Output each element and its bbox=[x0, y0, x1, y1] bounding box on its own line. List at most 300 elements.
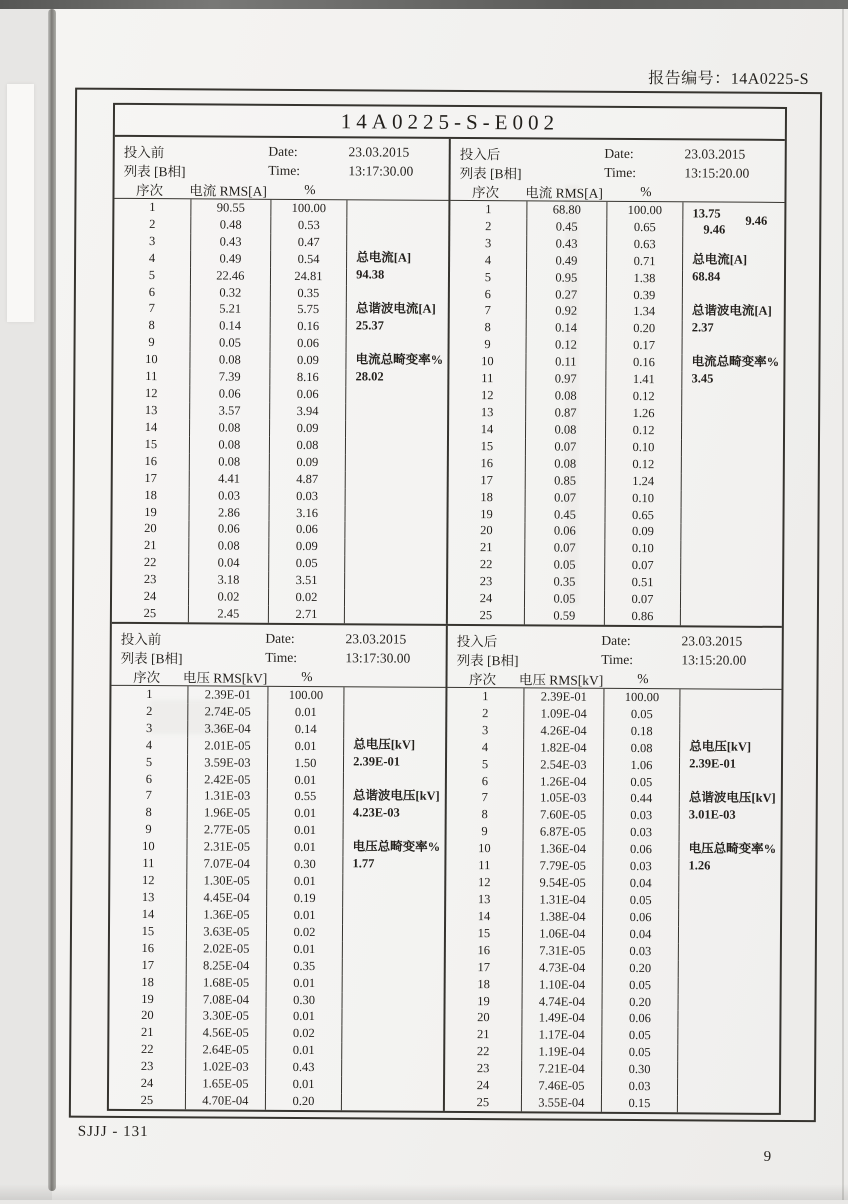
table-cell: 24.81 bbox=[271, 267, 347, 284]
summary-value: 3.45 bbox=[691, 371, 714, 386]
table-cell: 13 bbox=[110, 889, 187, 906]
table-cell: 6 bbox=[114, 283, 191, 300]
table-cell: 3 bbox=[114, 233, 191, 250]
summary-value: 28.02 bbox=[355, 369, 384, 384]
summary-column bbox=[681, 202, 784, 626]
table-cell: 1.50 bbox=[268, 754, 344, 771]
table-cell: 0.30 bbox=[267, 856, 343, 873]
list-label: 列表 [B相] bbox=[123, 163, 186, 180]
table-cell: 4 bbox=[447, 739, 524, 756]
table-cell: 0.05 bbox=[190, 335, 270, 352]
table-cell: 0.09 bbox=[269, 538, 345, 555]
table-cell: 0.04 bbox=[189, 555, 269, 572]
table-cell: 0.04 bbox=[603, 875, 679, 892]
table-cell: 1 bbox=[447, 688, 524, 705]
table-cell: 3.51 bbox=[269, 572, 345, 589]
table-cell: 0.48 bbox=[191, 216, 271, 233]
table-cell: 0.05 bbox=[602, 1027, 678, 1044]
table-cell: 2.71 bbox=[269, 606, 345, 623]
column-headers bbox=[111, 666, 445, 688]
table-cell: 0.05 bbox=[269, 555, 345, 572]
table-cell: 0.10 bbox=[605, 489, 681, 506]
annotation-value: 9.46 bbox=[703, 222, 726, 237]
table-cell: 21 bbox=[109, 1024, 186, 1041]
table-cell: 4.26E-04 bbox=[524, 722, 604, 739]
panel-body bbox=[112, 199, 449, 624]
table-cell: 3.18 bbox=[189, 572, 269, 589]
table-cell: 22 bbox=[445, 1043, 522, 1060]
table-cell: 0.19 bbox=[267, 890, 343, 907]
table-cell: 0.03 bbox=[603, 943, 679, 960]
table-cell: 1.05E-03 bbox=[524, 790, 604, 807]
table-cell: 1.26 bbox=[606, 405, 682, 422]
summary-total bbox=[353, 736, 415, 770]
table-cell: 0.16 bbox=[271, 318, 347, 335]
table-cell: 0.35 bbox=[271, 284, 347, 301]
table-cell: 19 bbox=[110, 990, 187, 1007]
table-cell: 2.74E-05 bbox=[188, 703, 268, 720]
table-cell: 8 bbox=[450, 319, 527, 336]
table-cell: 15 bbox=[110, 923, 187, 940]
table-cell: 2.01E-05 bbox=[188, 737, 268, 754]
header-line bbox=[448, 649, 782, 670]
table-cell: 0.01 bbox=[268, 738, 344, 755]
table-cell: 0.08 bbox=[526, 455, 606, 472]
table-cell: 17 bbox=[449, 472, 526, 489]
table-cell: 0.03 bbox=[603, 824, 679, 841]
table-cell: 20 bbox=[109, 1007, 186, 1024]
data-rows bbox=[109, 686, 345, 1110]
table-cell: 1.31E-03 bbox=[188, 788, 268, 805]
report-number bbox=[648, 65, 809, 89]
panel-header bbox=[450, 139, 784, 203]
table-cell: 17 bbox=[113, 470, 190, 487]
summary-thd bbox=[691, 353, 779, 388]
col-header-rms: 电压 RMS[kV] bbox=[182, 670, 268, 686]
summary-column bbox=[342, 687, 445, 1111]
summary-thd bbox=[352, 838, 440, 873]
table-cell: 19 bbox=[448, 505, 525, 522]
summary-harmonic bbox=[353, 787, 440, 822]
col-header-empty bbox=[681, 679, 781, 680]
summary-value: 1.77 bbox=[352, 856, 375, 871]
summary-column bbox=[678, 689, 781, 1113]
table-cell: 1.31E-04 bbox=[523, 891, 603, 908]
table-cell: 0.20 bbox=[266, 1093, 342, 1110]
table-cell: 16 bbox=[446, 942, 523, 959]
panel-current-after bbox=[446, 139, 785, 626]
table-cell: 0.05 bbox=[602, 1044, 678, 1061]
table-cell: 3.30E-05 bbox=[186, 1008, 266, 1025]
data-rows bbox=[112, 199, 348, 623]
summary-value: 68.84 bbox=[692, 269, 721, 284]
table-cell: 9 bbox=[447, 823, 524, 840]
table-cell: 7.31E-05 bbox=[523, 942, 603, 959]
table-cell: 14 bbox=[446, 908, 523, 925]
table-cell: 2.39E-01 bbox=[524, 688, 604, 705]
table-cell: 6 bbox=[111, 770, 188, 787]
table-cell: 1.34 bbox=[607, 303, 683, 320]
col-header-rms: 电流 RMS[A] bbox=[189, 183, 267, 199]
panel-header bbox=[114, 137, 448, 201]
table-cell: 0.01 bbox=[267, 907, 343, 924]
table-cell: 9 bbox=[111, 821, 188, 838]
table-cell: 0.04 bbox=[603, 926, 679, 943]
summary-total bbox=[692, 251, 747, 285]
table-cell: 0.01 bbox=[267, 822, 343, 839]
summary-label: 电流总畸变率% bbox=[355, 352, 444, 367]
table-cell: 0.08 bbox=[189, 538, 269, 555]
table-cell: 4.74E-04 bbox=[522, 993, 602, 1010]
table-cell: 7.39 bbox=[190, 368, 270, 385]
table-cell: 1.38 bbox=[607, 270, 683, 287]
table-cell: 1.30E-05 bbox=[187, 872, 267, 889]
table-cell: 1.02E-03 bbox=[186, 1059, 266, 1076]
table-cell: 3.63E-05 bbox=[187, 923, 267, 940]
table-cell: 0.12 bbox=[526, 337, 606, 354]
table-cell: 11 bbox=[449, 370, 526, 387]
table-cell: 0.85 bbox=[526, 472, 606, 489]
table-cell: 1.09E-04 bbox=[524, 705, 604, 722]
table-cell: 0.06 bbox=[603, 841, 679, 858]
table-cell: 0.01 bbox=[267, 873, 343, 890]
date-label: Date: bbox=[268, 143, 298, 159]
table-cell: 1.19E-04 bbox=[522, 1044, 602, 1061]
table-cell: 10 bbox=[446, 840, 523, 857]
table-cell: 0.54 bbox=[271, 251, 347, 268]
table-cell: 7.79E-05 bbox=[523, 858, 603, 875]
table-cell: 0.65 bbox=[607, 219, 683, 236]
table-cell: 25 bbox=[445, 1094, 522, 1111]
table-cell: 0.06 bbox=[525, 523, 605, 540]
table-cell: 1.10E-04 bbox=[523, 976, 603, 993]
table-cell: 0.06 bbox=[270, 335, 346, 352]
table-cell: 100.00 bbox=[607, 202, 683, 219]
table-cell: 1.96E-05 bbox=[188, 805, 268, 822]
col-header-pct: % bbox=[640, 184, 652, 200]
table-cell: 0.08 bbox=[526, 421, 606, 438]
table-cell: 21 bbox=[448, 539, 525, 556]
summary-label: 总谐波电流[A] bbox=[355, 301, 436, 316]
date-label: Date: bbox=[604, 145, 634, 162]
summary-label: 电压总畸变率% bbox=[688, 841, 777, 856]
table-cell: 14 bbox=[449, 421, 526, 438]
summary-harmonic bbox=[689, 789, 776, 824]
table-cell: 0.05 bbox=[525, 557, 605, 574]
summary-label: 总电压[kV] bbox=[689, 739, 752, 754]
table-cell: 25 bbox=[112, 605, 189, 622]
table-cell: 0.14 bbox=[268, 721, 344, 738]
summary-value: 2.39E-01 bbox=[689, 756, 737, 771]
table-cell: 0.95 bbox=[527, 269, 607, 286]
col-header-seq: 序次 bbox=[136, 182, 164, 199]
table-cell: 3.36E-04 bbox=[188, 720, 268, 737]
table-cell: 0.05 bbox=[604, 706, 680, 723]
table-cell: 16 bbox=[113, 453, 190, 470]
table-cell: 100.00 bbox=[604, 689, 680, 706]
state-label: 投入后 bbox=[459, 146, 501, 163]
table-cell: 0.47 bbox=[271, 234, 347, 251]
column-headers bbox=[114, 179, 448, 201]
table-cell: 7.21E-04 bbox=[522, 1061, 602, 1078]
table-cell: 21 bbox=[112, 537, 189, 554]
table-cell: 0.02 bbox=[189, 588, 269, 605]
state-label: 投入前 bbox=[120, 631, 162, 648]
table-cell: 0.05 bbox=[602, 976, 678, 993]
table-cell: 10 bbox=[449, 353, 526, 370]
table-cell: 9.54E-05 bbox=[523, 874, 603, 891]
date-label: Date: bbox=[265, 630, 295, 646]
table-cell: 7.07E-04 bbox=[187, 855, 267, 872]
table-cell: 16 bbox=[449, 455, 526, 472]
table-cell: 0.97 bbox=[526, 371, 606, 388]
table-cell: 0.63 bbox=[607, 236, 683, 253]
header-line bbox=[451, 162, 785, 183]
date-value: 23.03.2015 bbox=[684, 146, 746, 162]
table-cell: 0.03 bbox=[269, 487, 345, 504]
report-number-label: 报告编号： bbox=[648, 70, 731, 88]
table-cell: 7 bbox=[447, 789, 524, 806]
table-cell: 0.87 bbox=[526, 404, 606, 421]
table-cell: 13 bbox=[113, 402, 190, 419]
col-header-seq: 序次 bbox=[472, 185, 500, 201]
table-cell: 0.06 bbox=[602, 1010, 678, 1027]
table-cell: 5.75 bbox=[271, 301, 347, 318]
table-cell: 1.65E-05 bbox=[186, 1075, 266, 1092]
summary-label: 总谐波电压[kV] bbox=[688, 790, 776, 805]
table-cell: 18 bbox=[113, 486, 190, 503]
table-cell: 3 bbox=[447, 722, 524, 739]
panel-voltage-after bbox=[443, 626, 782, 1113]
table-cell: 0.12 bbox=[606, 456, 682, 473]
table-cell: 0.14 bbox=[527, 320, 607, 337]
table-cell: 0.43 bbox=[191, 233, 271, 250]
table-cell: 8.16 bbox=[270, 369, 346, 386]
table-cell: 0.45 bbox=[527, 218, 607, 235]
current-table-section bbox=[112, 137, 785, 628]
table-cell: 0.02 bbox=[267, 924, 343, 941]
table-cell: 12 bbox=[449, 387, 526, 404]
table-cell: 4.56E-05 bbox=[186, 1025, 266, 1042]
column-headers bbox=[450, 181, 784, 203]
table-cell: 16 bbox=[110, 940, 187, 957]
table-cell: 1 bbox=[450, 201, 527, 218]
table-cell: 22.46 bbox=[191, 267, 271, 284]
summary-thd bbox=[355, 351, 443, 386]
time-value: 13:15:20.00 bbox=[684, 165, 750, 181]
table-cell: 20 bbox=[445, 1009, 522, 1026]
table-cell: 2.31E-05 bbox=[187, 839, 267, 856]
table-cell: 3.94 bbox=[270, 403, 346, 420]
table-cell: 3 bbox=[111, 720, 188, 737]
table-cell: 0.86 bbox=[605, 608, 681, 625]
table-cell: 100.00 bbox=[268, 687, 344, 704]
table-cell: 24 bbox=[112, 588, 189, 605]
form-code: SJJJ - 131 bbox=[77, 1123, 149, 1141]
table-cell: 0.06 bbox=[269, 521, 345, 538]
data-rows bbox=[448, 201, 684, 625]
table-cell: 0.30 bbox=[602, 1061, 678, 1078]
col-header-pct: % bbox=[301, 668, 313, 685]
col-header-seq: 序次 bbox=[469, 672, 497, 688]
summary-label: 总电流[A] bbox=[692, 252, 748, 267]
annotation-value: 9.46 bbox=[745, 213, 768, 228]
table-cell: 0.09 bbox=[605, 523, 681, 540]
table-cell: 5 bbox=[111, 754, 188, 771]
table-cell: 0.03 bbox=[604, 807, 680, 824]
panel-current-before bbox=[112, 137, 449, 624]
table-cell: 0.01 bbox=[266, 1008, 342, 1025]
summary-value: 1.26 bbox=[688, 858, 711, 873]
state-label: 投入后 bbox=[456, 633, 498, 650]
table-cell: 22 bbox=[448, 556, 525, 573]
table-cell: 11 bbox=[113, 368, 190, 385]
table-cell: 5 bbox=[447, 756, 524, 773]
col-header-pct: % bbox=[637, 671, 649, 687]
table-cell: 1.36E-05 bbox=[187, 906, 267, 923]
table-cell: 20 bbox=[112, 520, 189, 537]
table-cell: 12 bbox=[446, 874, 523, 891]
table-cell: 0.20 bbox=[606, 320, 682, 337]
voltage-table-section bbox=[109, 624, 782, 1113]
table-cell: 3 bbox=[450, 235, 527, 252]
table-cell: 0.35 bbox=[525, 574, 605, 591]
table-cell: 11 bbox=[110, 855, 187, 872]
table-cell: 0.05 bbox=[603, 892, 679, 909]
table-cell: 23 bbox=[109, 1058, 186, 1075]
table-cell: 2.39E-01 bbox=[188, 686, 268, 703]
table-cell: 0.45 bbox=[525, 506, 605, 523]
table-cell: 14 bbox=[110, 906, 187, 923]
table-cell: 2.45 bbox=[189, 605, 269, 622]
table-cell: 0.43 bbox=[266, 1059, 342, 1076]
table-cell: 2 bbox=[114, 216, 191, 233]
table-cell: 0.35 bbox=[267, 958, 343, 975]
table-cell: 7 bbox=[111, 787, 188, 804]
table-cell: 0.16 bbox=[606, 354, 682, 371]
table-cell: 90.55 bbox=[191, 199, 271, 216]
table-cell: 100.00 bbox=[271, 200, 347, 217]
summary-value: 25.37 bbox=[355, 318, 384, 333]
table-cell: 0.03 bbox=[190, 487, 270, 504]
table-cell: 19 bbox=[446, 992, 523, 1009]
table-cell: 0.12 bbox=[606, 388, 682, 405]
summary-label: 总电流[A] bbox=[356, 250, 412, 265]
table-cell: 7 bbox=[450, 302, 527, 319]
col-header-empty bbox=[348, 190, 448, 191]
table-cell: 7.46E-05 bbox=[522, 1078, 602, 1095]
table-cell: 0.10 bbox=[606, 439, 682, 456]
table-cell: 6.87E-05 bbox=[523, 824, 603, 841]
table-cell: 24 bbox=[448, 590, 525, 607]
date-label: Date: bbox=[601, 632, 631, 649]
summary-label: 总电压[kV] bbox=[353, 737, 416, 752]
table-cell: 0.09 bbox=[270, 352, 346, 369]
summary-harmonic bbox=[692, 302, 772, 336]
summary-value: 4.23E-03 bbox=[352, 805, 400, 820]
table-cell: 6 bbox=[450, 285, 527, 302]
table-cell: 2 bbox=[450, 218, 527, 235]
page-number: 9 bbox=[763, 1148, 772, 1165]
table-cell: 0.06 bbox=[189, 521, 269, 538]
date-value: 23.03.2015 bbox=[348, 144, 410, 160]
table-cell: 1.68E-05 bbox=[187, 974, 267, 991]
table-cell: 7.60E-05 bbox=[524, 807, 604, 824]
summary-total bbox=[356, 249, 411, 283]
table-cell: 1.49E-04 bbox=[522, 1010, 602, 1027]
col-header-rms: 电压 RMS[kV] bbox=[518, 672, 604, 688]
table-cell: 0.05 bbox=[604, 773, 680, 790]
table-cell: 0.12 bbox=[606, 422, 682, 439]
header-line bbox=[112, 628, 446, 649]
table-cell: 0.03 bbox=[603, 858, 679, 875]
table-cell: 0.08 bbox=[526, 387, 606, 404]
table-cell: 17 bbox=[446, 959, 523, 976]
table-cell: 0.09 bbox=[270, 420, 346, 437]
table-cell: 3.16 bbox=[269, 504, 345, 521]
column-headers bbox=[447, 668, 781, 690]
table-cell: 24 bbox=[445, 1077, 522, 1094]
table-cell: 0.06 bbox=[190, 385, 270, 402]
table-cell: 0.08 bbox=[190, 352, 270, 369]
data-rows bbox=[445, 688, 681, 1112]
col-header-pct: % bbox=[304, 182, 316, 198]
summary-total bbox=[689, 738, 751, 772]
time-label: Time: bbox=[268, 162, 301, 178]
table-cell: 1.24 bbox=[606, 473, 682, 490]
table-cell: 0.02 bbox=[269, 589, 345, 606]
table-cell: 5 bbox=[450, 269, 527, 286]
table-cell: 19 bbox=[112, 503, 189, 520]
time-value: 13:17:30.00 bbox=[345, 650, 411, 666]
table-cell: 0.43 bbox=[527, 235, 607, 252]
table-cell: 0.08 bbox=[190, 453, 270, 470]
table-cell: 0.07 bbox=[525, 540, 605, 557]
summary-thd bbox=[688, 840, 776, 875]
table-cell: 0.17 bbox=[606, 337, 682, 354]
table-cell: 0.07 bbox=[526, 438, 606, 455]
table-cell: 0.09 bbox=[270, 454, 346, 471]
table-cell: 2.02E-05 bbox=[187, 940, 267, 957]
panel-header bbox=[111, 624, 445, 688]
col-header-rms: 电流 RMS[A] bbox=[525, 185, 603, 201]
summary-label: 电流总畸变率% bbox=[691, 354, 780, 369]
table-cell: 68.80 bbox=[527, 201, 607, 218]
table-cell: 0.44 bbox=[604, 790, 680, 807]
table-cell: 24 bbox=[109, 1075, 186, 1092]
table-cell: 23 bbox=[112, 571, 189, 588]
table-cell: 0.06 bbox=[270, 386, 346, 403]
table-cell: 0.08 bbox=[190, 436, 270, 453]
table-cell: 4.73E-04 bbox=[523, 959, 603, 976]
table-cell: 0.39 bbox=[607, 286, 683, 303]
col-header-seq: 序次 bbox=[133, 669, 161, 686]
table-cell: 0.08 bbox=[190, 419, 270, 436]
table-cell: 0.55 bbox=[268, 788, 344, 805]
measurement-table bbox=[107, 103, 787, 1115]
table-cell: 3.55E-04 bbox=[522, 1094, 602, 1111]
table-cell: 2 bbox=[111, 703, 188, 720]
table-cell: 0.51 bbox=[605, 574, 681, 591]
table-cell: 1.06E-04 bbox=[523, 925, 603, 942]
table-cell: 8 bbox=[111, 804, 188, 821]
table-cell: 0.02 bbox=[266, 1025, 342, 1042]
table-cell: 25 bbox=[448, 607, 525, 624]
table-cell: 0.71 bbox=[607, 253, 683, 270]
table-cell: 25 bbox=[109, 1092, 186, 1109]
table-cell: 22 bbox=[109, 1041, 186, 1058]
header-line bbox=[115, 160, 449, 181]
